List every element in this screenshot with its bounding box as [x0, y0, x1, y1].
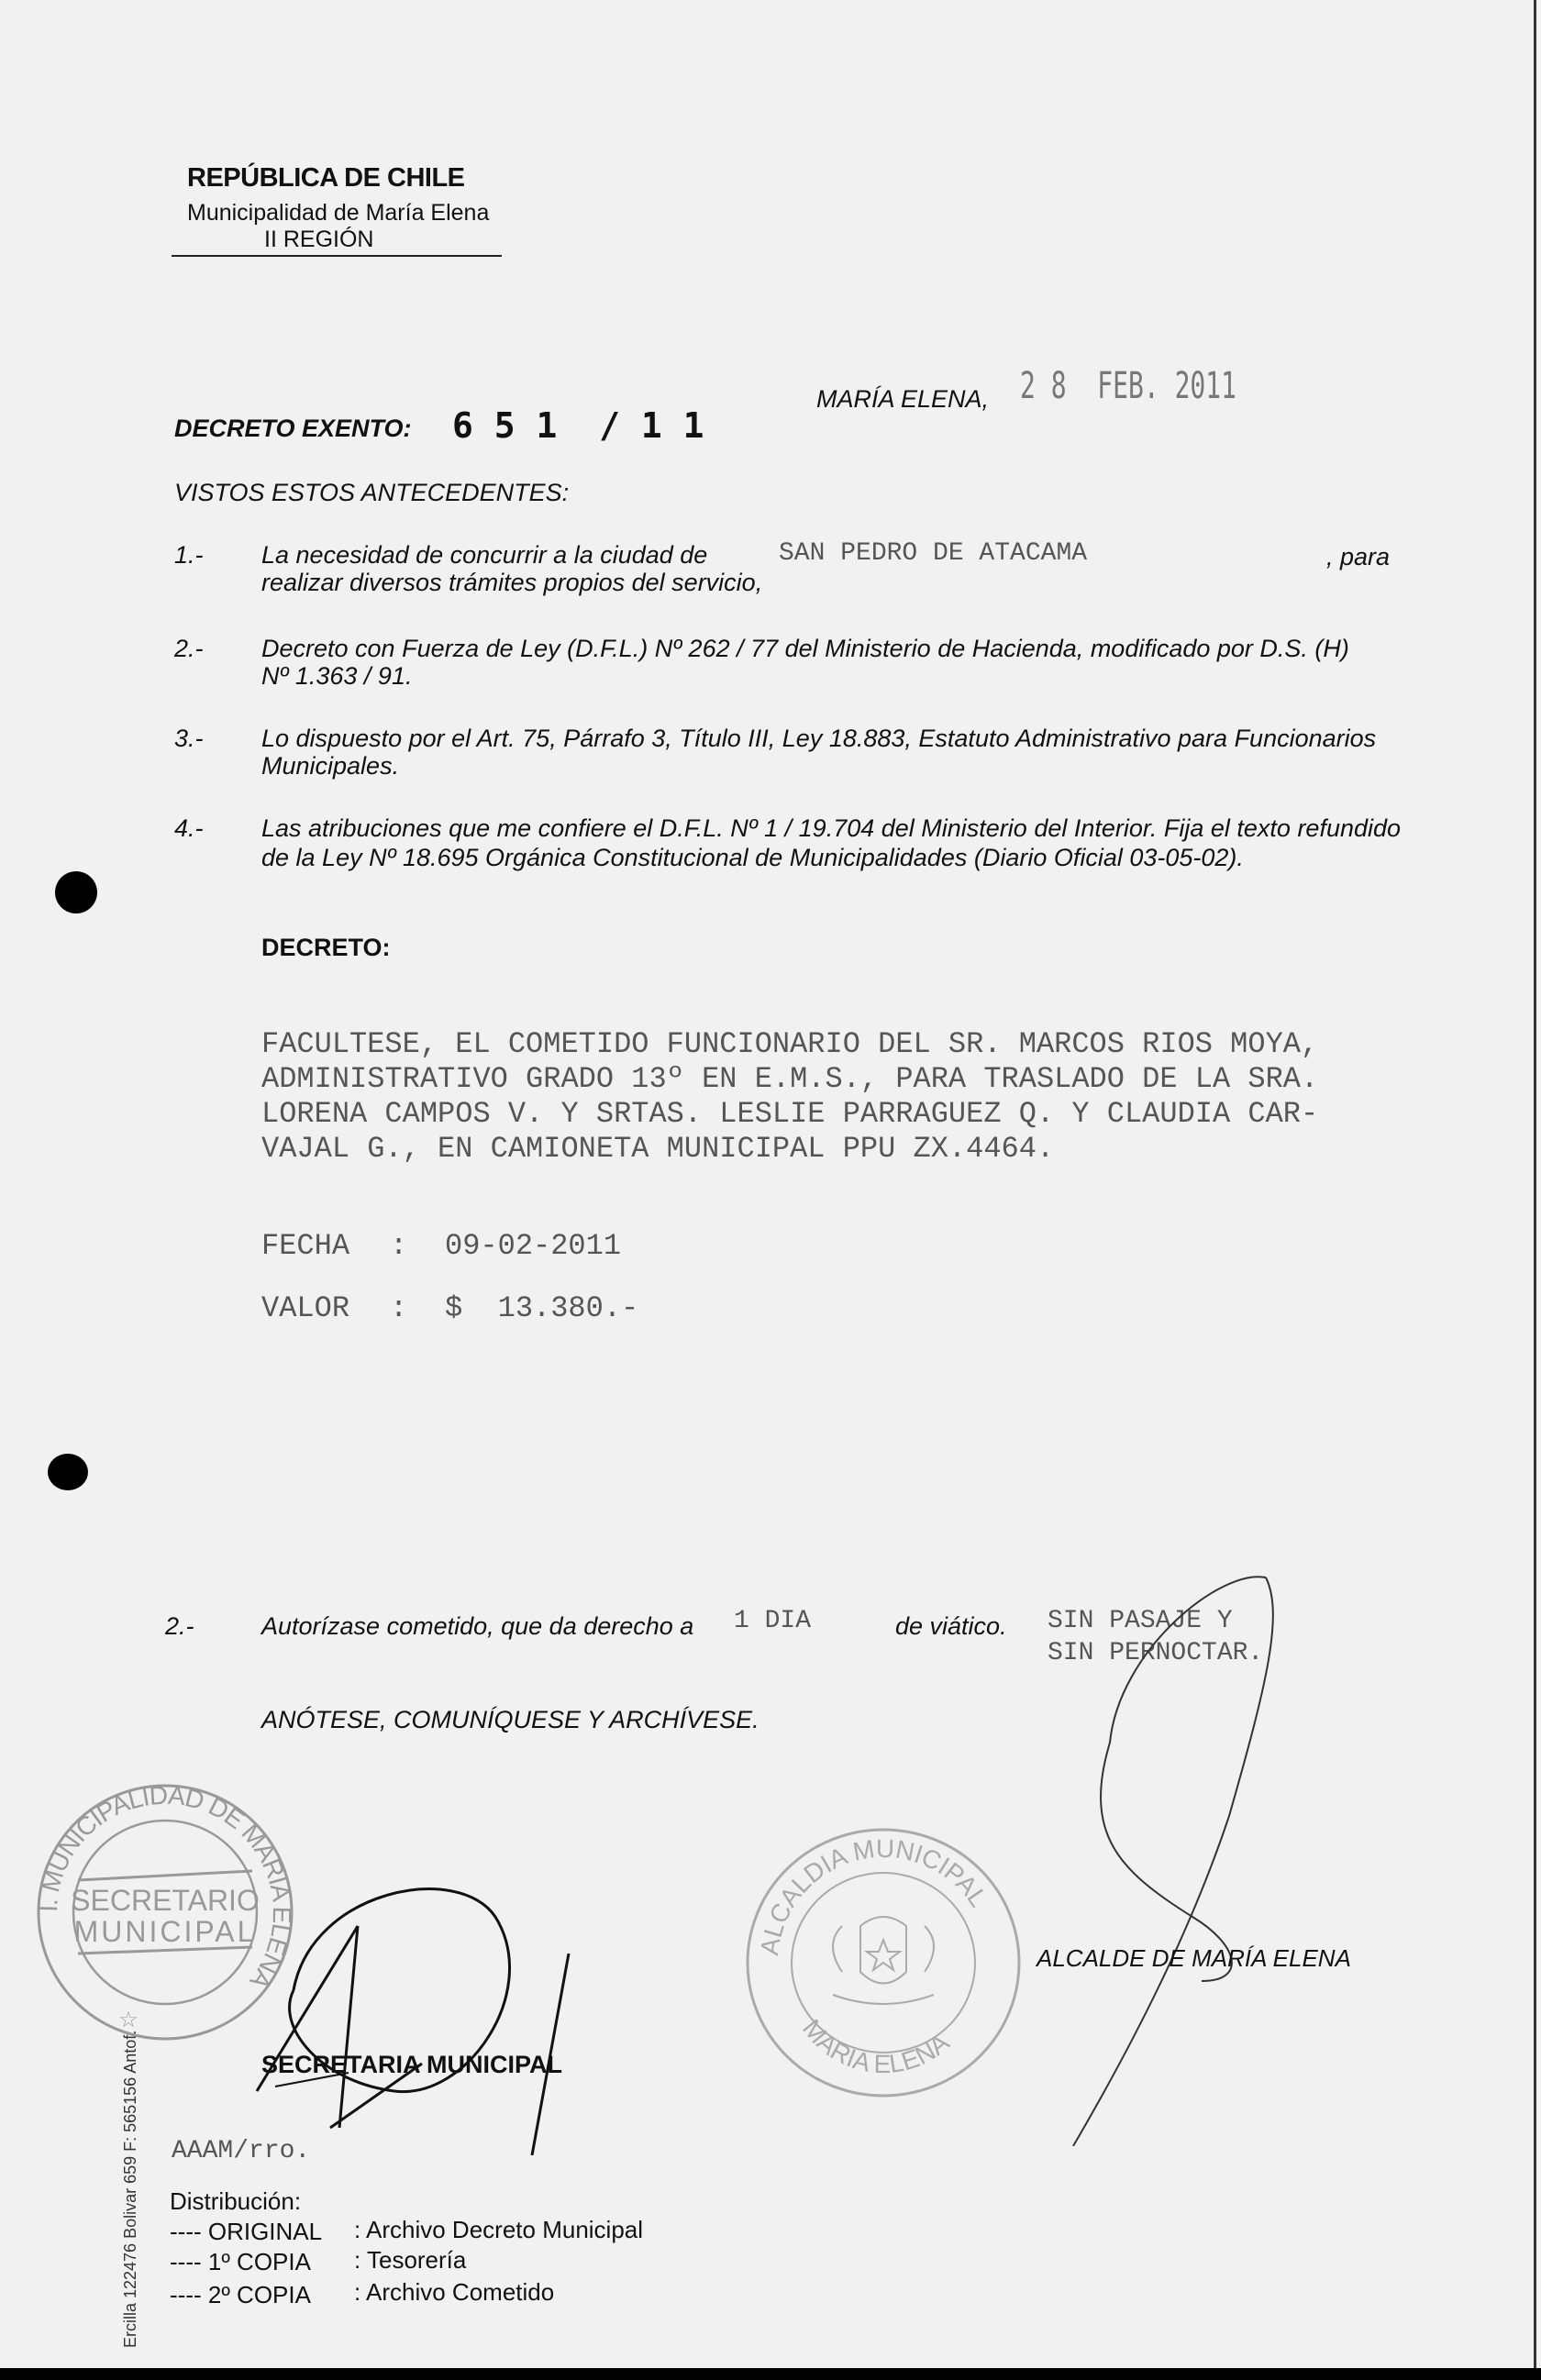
item-text: realizar diversos trámites propios del servicio, — [261, 569, 763, 596]
distribution-destination: : Archivo Decreto Municipal — [354, 2216, 644, 2243]
scan-edge — [1534, 0, 1536, 2380]
item2-text: Autorízase cometido, que da derecho a — [261, 1612, 694, 1640]
item-text: Las atribuciones que me confiere el D.F.L. Nº 1 / 19.704 del Ministerio del Interior. Fija el texto refundido — [261, 814, 1402, 842]
vistos-title: VISTOS ESTOS ANTECEDENTES: — [174, 479, 570, 506]
mayor-signature — [991, 1559, 1303, 2146]
municipality-name: Municipalidad de María Elena — [187, 200, 490, 226]
item-number: 3.- — [174, 725, 204, 752]
header-rule — [172, 255, 502, 257]
punch-hole — [48, 1454, 88, 1490]
decree-body-line: ADMINISTRATIVO GRADO 13º EN E.M.S., PARA TRASLADO DE LA SRA. — [261, 1062, 1319, 1096]
item-text: , para — [1326, 543, 1391, 570]
decree-label: DECRETO EXENTO: — [174, 415, 412, 442]
separator: : — [390, 1291, 408, 1325]
seal-center-text: SECRETARIO — [71, 1884, 260, 1917]
distribution-copy: ---- 1º COPIA — [170, 2248, 311, 2275]
svg-text:MARIA ELENA — [797, 2014, 955, 2078]
fecha-label: FECHA — [261, 1229, 350, 1263]
seal-line — [78, 1947, 252, 1954]
decree-body-line: LORENA CAMPOS V. Y SRTAS. LESLIE PARRAGUEZ Q. Y CLAUDIA CAR- — [261, 1097, 1319, 1131]
distribution-destination: : Tesorería — [354, 2246, 467, 2274]
item-text: La necesidad de concurrir a la ciudad de — [261, 541, 708, 569]
distribution-destination: : Archivo Cometido — [354, 2278, 555, 2306]
item-text: Nº 1.363 / 91. — [261, 662, 413, 690]
item-number: 1.- — [174, 541, 204, 569]
item-number: 2.- — [174, 635, 204, 662]
secretary-signature — [238, 1853, 624, 2155]
star-icon: ☆ — [118, 2008, 139, 2032]
item-text: Municipales. — [261, 752, 400, 780]
valor-value: $ 13.380.- — [445, 1291, 639, 1325]
place-label: MARÍA ELENA, — [816, 385, 990, 413]
region-name: II REGIÓN — [264, 227, 374, 252]
scan-bottom-band — [0, 2368, 1541, 2380]
mayor-title: ALCALDE DE MARÍA ELENA — [1037, 1944, 1351, 1972]
destination-typed: SAN PEDRO DE ATACAMA — [779, 539, 1088, 568]
seal-ring-text: ALCALDIA MUNICIPAL — [755, 1833, 993, 1957]
item-number: 2.- — [165, 1612, 194, 1640]
separator: : — [390, 1229, 408, 1263]
distribution-title: Distribución: — [170, 2187, 302, 2215]
decree-number: 6 5 1 / 1 1 — [452, 405, 704, 446]
seal-center-text: MUNICIPAL — [73, 1915, 257, 1948]
seal-ring-text: MARIA ELENA — [797, 2013, 955, 2079]
closing-formula: ANÓTESE, COMUNÍQUESE Y ARCHÍVESE. — [261, 1706, 759, 1733]
country-heading: REPÚBLICA DE CHILE — [187, 163, 465, 193]
typist-initials: AAAM/rro. — [172, 2137, 311, 2165]
item2-suffix: de viático. — [895, 1612, 1007, 1640]
decreto-title: DECRETO: — [261, 934, 391, 961]
item2-note: SIN PASAJE Y — [1048, 1607, 1233, 1635]
mayor-seal — [741, 1816, 1025, 2100]
fecha-value: 09-02-2011 — [445, 1229, 622, 1263]
item-number: 4.- — [174, 814, 204, 842]
distribution-copy: ---- ORIGINAL — [170, 2218, 323, 2245]
decree-body-line: FACULTESE, EL COMETIDO FUNCIONARIO DEL SR. MARCOS RIOS MOYA, — [261, 1027, 1319, 1061]
decree-body-line: VAJAL G., EN CAMIONETA MUNICIPAL PPU ZX.4464. — [261, 1132, 1055, 1166]
item-text: Lo dispuesto por el Art. 75, Párrafo 3, Título III, Ley 18.883, Estatuto Administrativo para Funcionarios — [261, 725, 1377, 752]
viatico-days: 1 DIA — [734, 1607, 812, 1635]
secretary-title: SECRETARIA MUNICIPAL — [261, 2051, 562, 2078]
printer-imprint: Ercilla 122476 Bolivar 659 F: 565156 Antof. — [121, 2030, 139, 2348]
punch-hole — [55, 871, 97, 913]
seal-line — [78, 1871, 252, 1880]
item-text: de la Ley Nº 18.695 Orgánica Constitucional de Municipalidades (Diario Oficial 03-05-02). — [261, 844, 1244, 871]
date-stamp: 2 8 FEB. 2011 — [1020, 365, 1237, 407]
distribution-copy: ---- 2º COPIA — [170, 2281, 311, 2308]
coat-of-arms-icon — [833, 1917, 934, 2004]
seal-ring-text: I. MUNICIPALIDAD DE MARIA ELENA — [33, 1780, 297, 1994]
item2-note: SIN PERNOCTAR. — [1048, 1639, 1264, 1667]
valor-label: VALOR — [261, 1291, 350, 1325]
item-text: Decreto con Fuerza de Ley (D.F.L.) Nº 262 / 77 del Ministerio de Hacienda, modificado por D.S. (H) — [261, 635, 1349, 662]
